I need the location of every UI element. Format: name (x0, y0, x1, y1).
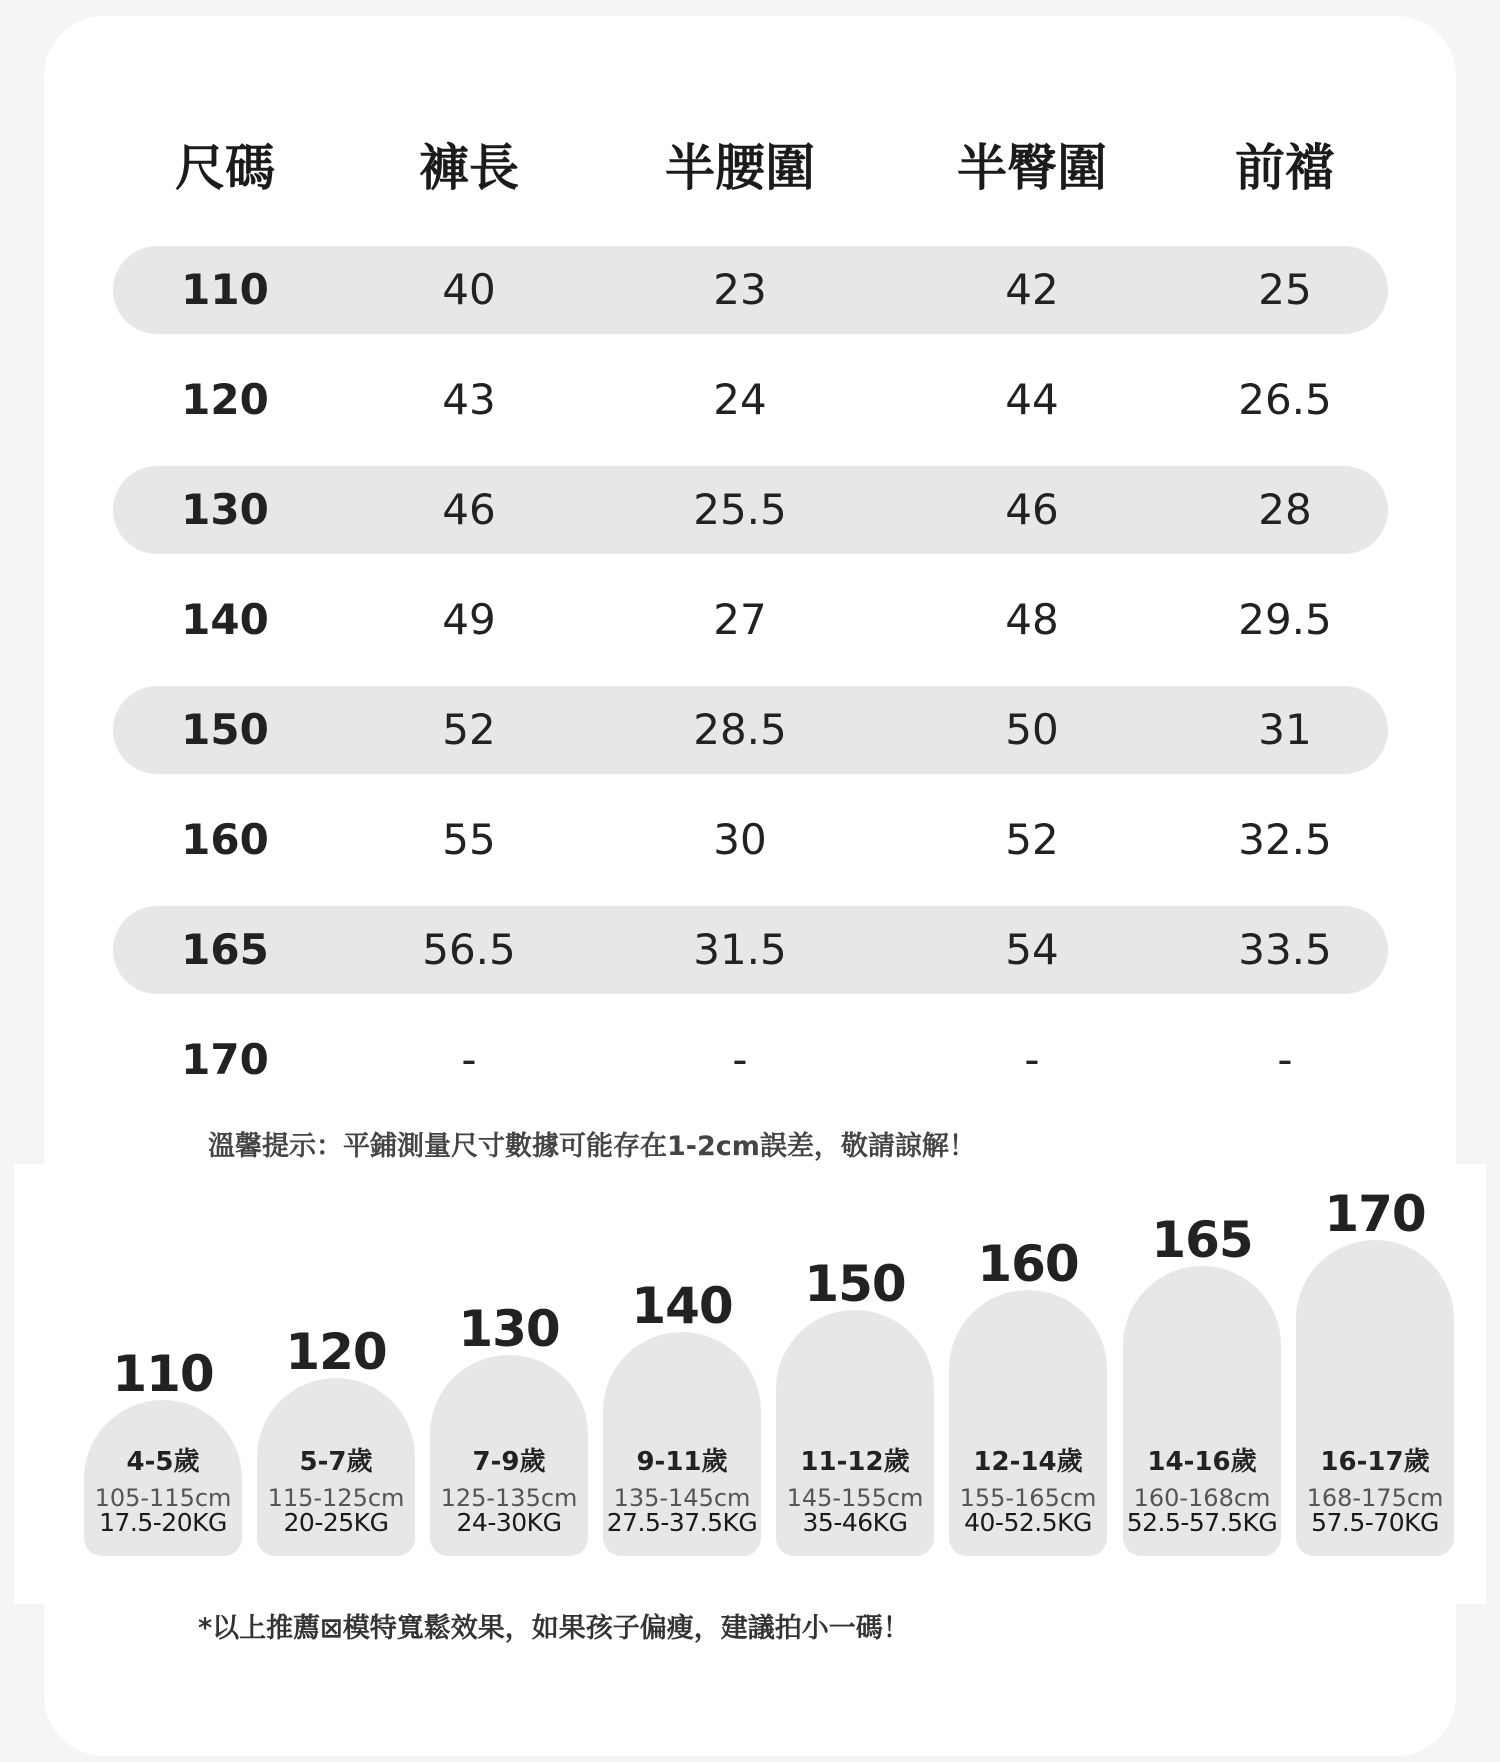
bubble-age: 12-14歲 (973, 1447, 1083, 1477)
table-cell: 48 (1005, 595, 1059, 644)
bubble-size-label: 120 (285, 1323, 387, 1381)
table-cell: 55 (442, 815, 496, 864)
table-row (113, 1016, 1388, 1104)
table-cell: 23 (713, 265, 767, 314)
table-cell: 27 (713, 595, 767, 644)
table-cell: 26.5 (1238, 375, 1332, 424)
bubble-age: 16-17歲 (1320, 1447, 1430, 1477)
bubble-height: 168-175cm (1306, 1484, 1444, 1512)
table-cell: 29.5 (1238, 595, 1332, 644)
table-cell: - (1277, 1035, 1293, 1084)
bubble-age: 14-16歲 (1147, 1447, 1257, 1477)
bubble-size-label: 150 (804, 1255, 906, 1313)
table-cell: 24 (713, 375, 767, 424)
table-cell: 31.5 (693, 925, 787, 974)
table-cell: 40 (442, 265, 496, 314)
bubble-age: 9-11歲 (636, 1447, 728, 1477)
bubble-age: 4-5歲 (126, 1447, 200, 1477)
bubble-size-label: 130 (458, 1300, 560, 1358)
table-cell: 44 (1005, 375, 1059, 424)
table-cell: 33.5 (1238, 925, 1332, 974)
table-row (113, 906, 1388, 994)
bubble-age: 7-9歲 (472, 1447, 546, 1477)
bubble-height: 105-115cm (94, 1484, 232, 1512)
table-cell: 54 (1005, 925, 1059, 974)
table-cell: 49 (442, 595, 496, 644)
table-cell: 52 (442, 705, 496, 754)
header-size: 尺碼 (175, 139, 275, 197)
bubble-size-label: 170 (1324, 1185, 1426, 1243)
bubble-age: 11-12歲 (800, 1447, 910, 1477)
bubble-height: 125-135cm (440, 1484, 578, 1512)
table-row (113, 246, 1388, 334)
bubble-age: 5-7歲 (299, 1447, 373, 1477)
bubble-weight: 57.5-70KG (1311, 1508, 1439, 1537)
table-cell: 28 (1258, 485, 1312, 534)
bubble-height: 115-125cm (267, 1484, 405, 1512)
table-row (113, 686, 1388, 774)
table-cell: 32.5 (1238, 815, 1332, 864)
row-size-cell: 140 (181, 595, 269, 644)
table-cell: - (1024, 1035, 1040, 1084)
bubble-weight: 40-52.5KG (964, 1508, 1092, 1537)
table-cell: - (461, 1035, 477, 1084)
row-size-cell: 165 (181, 925, 269, 974)
table-cell: 28.5 (693, 705, 787, 754)
table-cell: 43 (442, 375, 496, 424)
fit-note: *以上推薦⊠模特寬鬆效果，如果孩子偏瘦，建議拍小一碼！ (198, 1613, 910, 1644)
bubble-weight: 27.5-37.5KG (606, 1508, 758, 1537)
table-cell: 30 (713, 815, 767, 864)
table-cell: 52 (1005, 815, 1059, 864)
table-row (113, 356, 1388, 444)
bubble-height: 160-168cm (1133, 1484, 1271, 1512)
row-size-cell: 130 (181, 485, 269, 534)
header-rise: 前襠 (1235, 139, 1335, 197)
table-cell: 31 (1258, 705, 1312, 754)
table-cell: 25.5 (693, 485, 787, 534)
table-row (113, 466, 1388, 554)
bubble-weight: 24-30KG (456, 1508, 562, 1537)
row-size-cell: 120 (181, 375, 269, 424)
header-waist: 半腰圍 (665, 139, 815, 197)
bubble-weight: 17.5-20KG (99, 1508, 227, 1537)
bubble-weight: 52.5-57.5KG (1126, 1508, 1278, 1537)
row-size-cell: 150 (181, 705, 269, 754)
table-cell: 25 (1258, 265, 1312, 314)
bubble-size-label: 110 (112, 1345, 214, 1403)
row-size-cell: 160 (181, 815, 269, 864)
table-row (113, 576, 1388, 664)
bubble-height: 145-155cm (786, 1484, 924, 1512)
bubble-weight: 35-46KG (802, 1508, 908, 1537)
bubble-size-label: 165 (1151, 1211, 1253, 1269)
bubble-size-label: 160 (977, 1235, 1079, 1293)
table-header (113, 124, 1388, 212)
table-cell: 46 (1005, 485, 1059, 534)
table-row (113, 796, 1388, 884)
table-cell: 56.5 (422, 925, 516, 974)
table-cell: 42 (1005, 265, 1059, 314)
row-size-cell: 170 (181, 1035, 269, 1084)
table-cell: 46 (442, 485, 496, 534)
table-cell: 50 (1005, 705, 1059, 754)
bubble-weight: 20-25KG (283, 1508, 389, 1537)
table-cell: - (732, 1035, 748, 1084)
row-size-cell: 110 (181, 265, 269, 314)
header-length: 褲長 (419, 139, 519, 197)
bubble-size-label: 140 (631, 1277, 733, 1335)
bubble-height: 135-145cm (613, 1484, 751, 1512)
bubble-height: 155-165cm (959, 1484, 1097, 1512)
measurement-tip: 溫馨提示：平鋪測量尺寸數據可能存在1-2cm誤差，敬請諒解！ (208, 1131, 976, 1162)
header-hip: 半臀圍 (957, 139, 1107, 197)
